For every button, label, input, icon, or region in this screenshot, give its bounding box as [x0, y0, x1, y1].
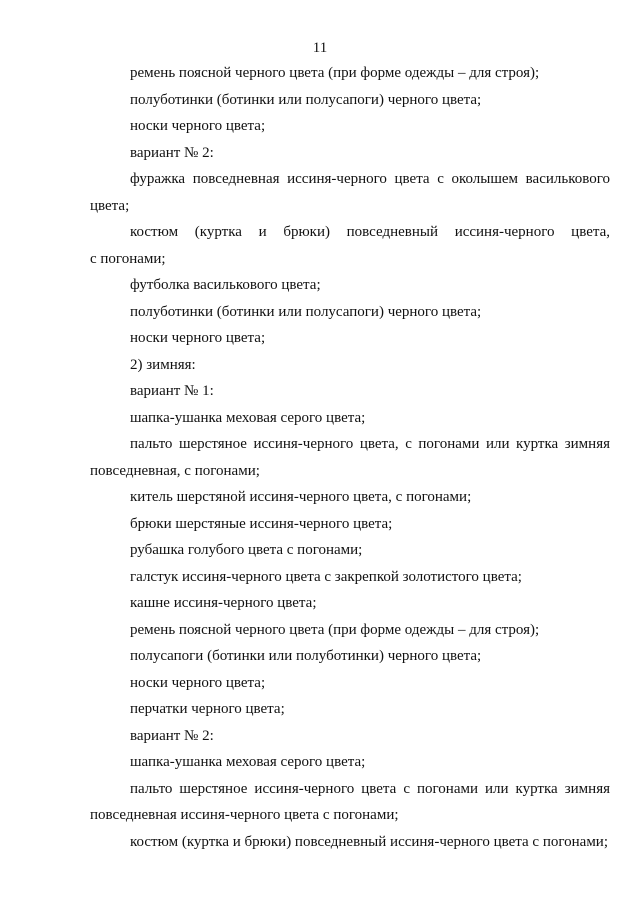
text-line: рубашка голубого цвета с погонами; — [130, 542, 363, 558]
text-line: повседневная иссиня-черного цвета с погонами; — [90, 807, 399, 823]
text-line: вариант № 1: — [130, 383, 214, 399]
text-line: костюм (куртка и брюки) повседневный иссиня-черного цвета, — [130, 224, 610, 240]
text-line: повседневная, с погонами; — [90, 462, 260, 479]
text-line: носки черного цвета; — [130, 674, 266, 691]
text-line: костюм (куртка и брюки) повседневный иссиня-черного цвета с погонами; — [130, 833, 609, 850]
text-line: шапка-ушанка меховая серого цвета; — [130, 409, 366, 426]
document-body — [90, 60, 610, 855]
text-line: полусапоги (ботинки или полуботинки) черного цвета; — [130, 648, 482, 664]
text-line: с погонами; — [90, 250, 166, 267]
text-line: брюки шерстяные иссиня-черного цвета; — [130, 515, 393, 532]
text-line: носки черного цвета; — [130, 118, 266, 134]
text-line: пальто шерстяное иссиня-черного цвета, с погонами или куртка зимняя — [130, 436, 610, 452]
text-line: футболка василькового цвета; — [130, 277, 321, 293]
text-line: полуботинки (ботинки или полусапоги) черного цвета; — [130, 91, 482, 108]
text-line: шапка-ушанка меховая серого цвета; — [130, 754, 366, 770]
text-line: цвета; — [90, 197, 130, 214]
text-line: вариант № 2: — [130, 727, 214, 744]
text-line: вариант № 2: — [130, 144, 214, 161]
text-line: китель шерстяной иссиня-черного цвета, с погонами; — [130, 489, 472, 505]
text-line: полуботинки (ботинки или полусапоги) черного цвета; — [130, 303, 482, 320]
page-number: 11 — [312, 40, 328, 56]
text-line: кашне иссиня-черного цвета; — [130, 595, 317, 611]
text-line: 2) зимняя: — [130, 356, 196, 373]
text-line: пальто шерстяное иссиня-черного цвета с погонами или куртка зимняя — [130, 780, 610, 797]
text-line: перчатки черного цвета; — [130, 701, 285, 717]
text-line: носки черного цвета; — [130, 330, 266, 346]
text-line: ремень поясной черного цвета (при форме одежды – для строя); — [130, 621, 540, 638]
text-line: ремень поясной черного цвета (при форме одежды – для строя); — [130, 65, 540, 81]
text-line: галстук иссиня-черного цвета с закрепкой золотистого цвета; — [130, 568, 522, 585]
text-line: фуражка повседневная иссиня-черного цвета с околышем василькового — [130, 171, 610, 187]
